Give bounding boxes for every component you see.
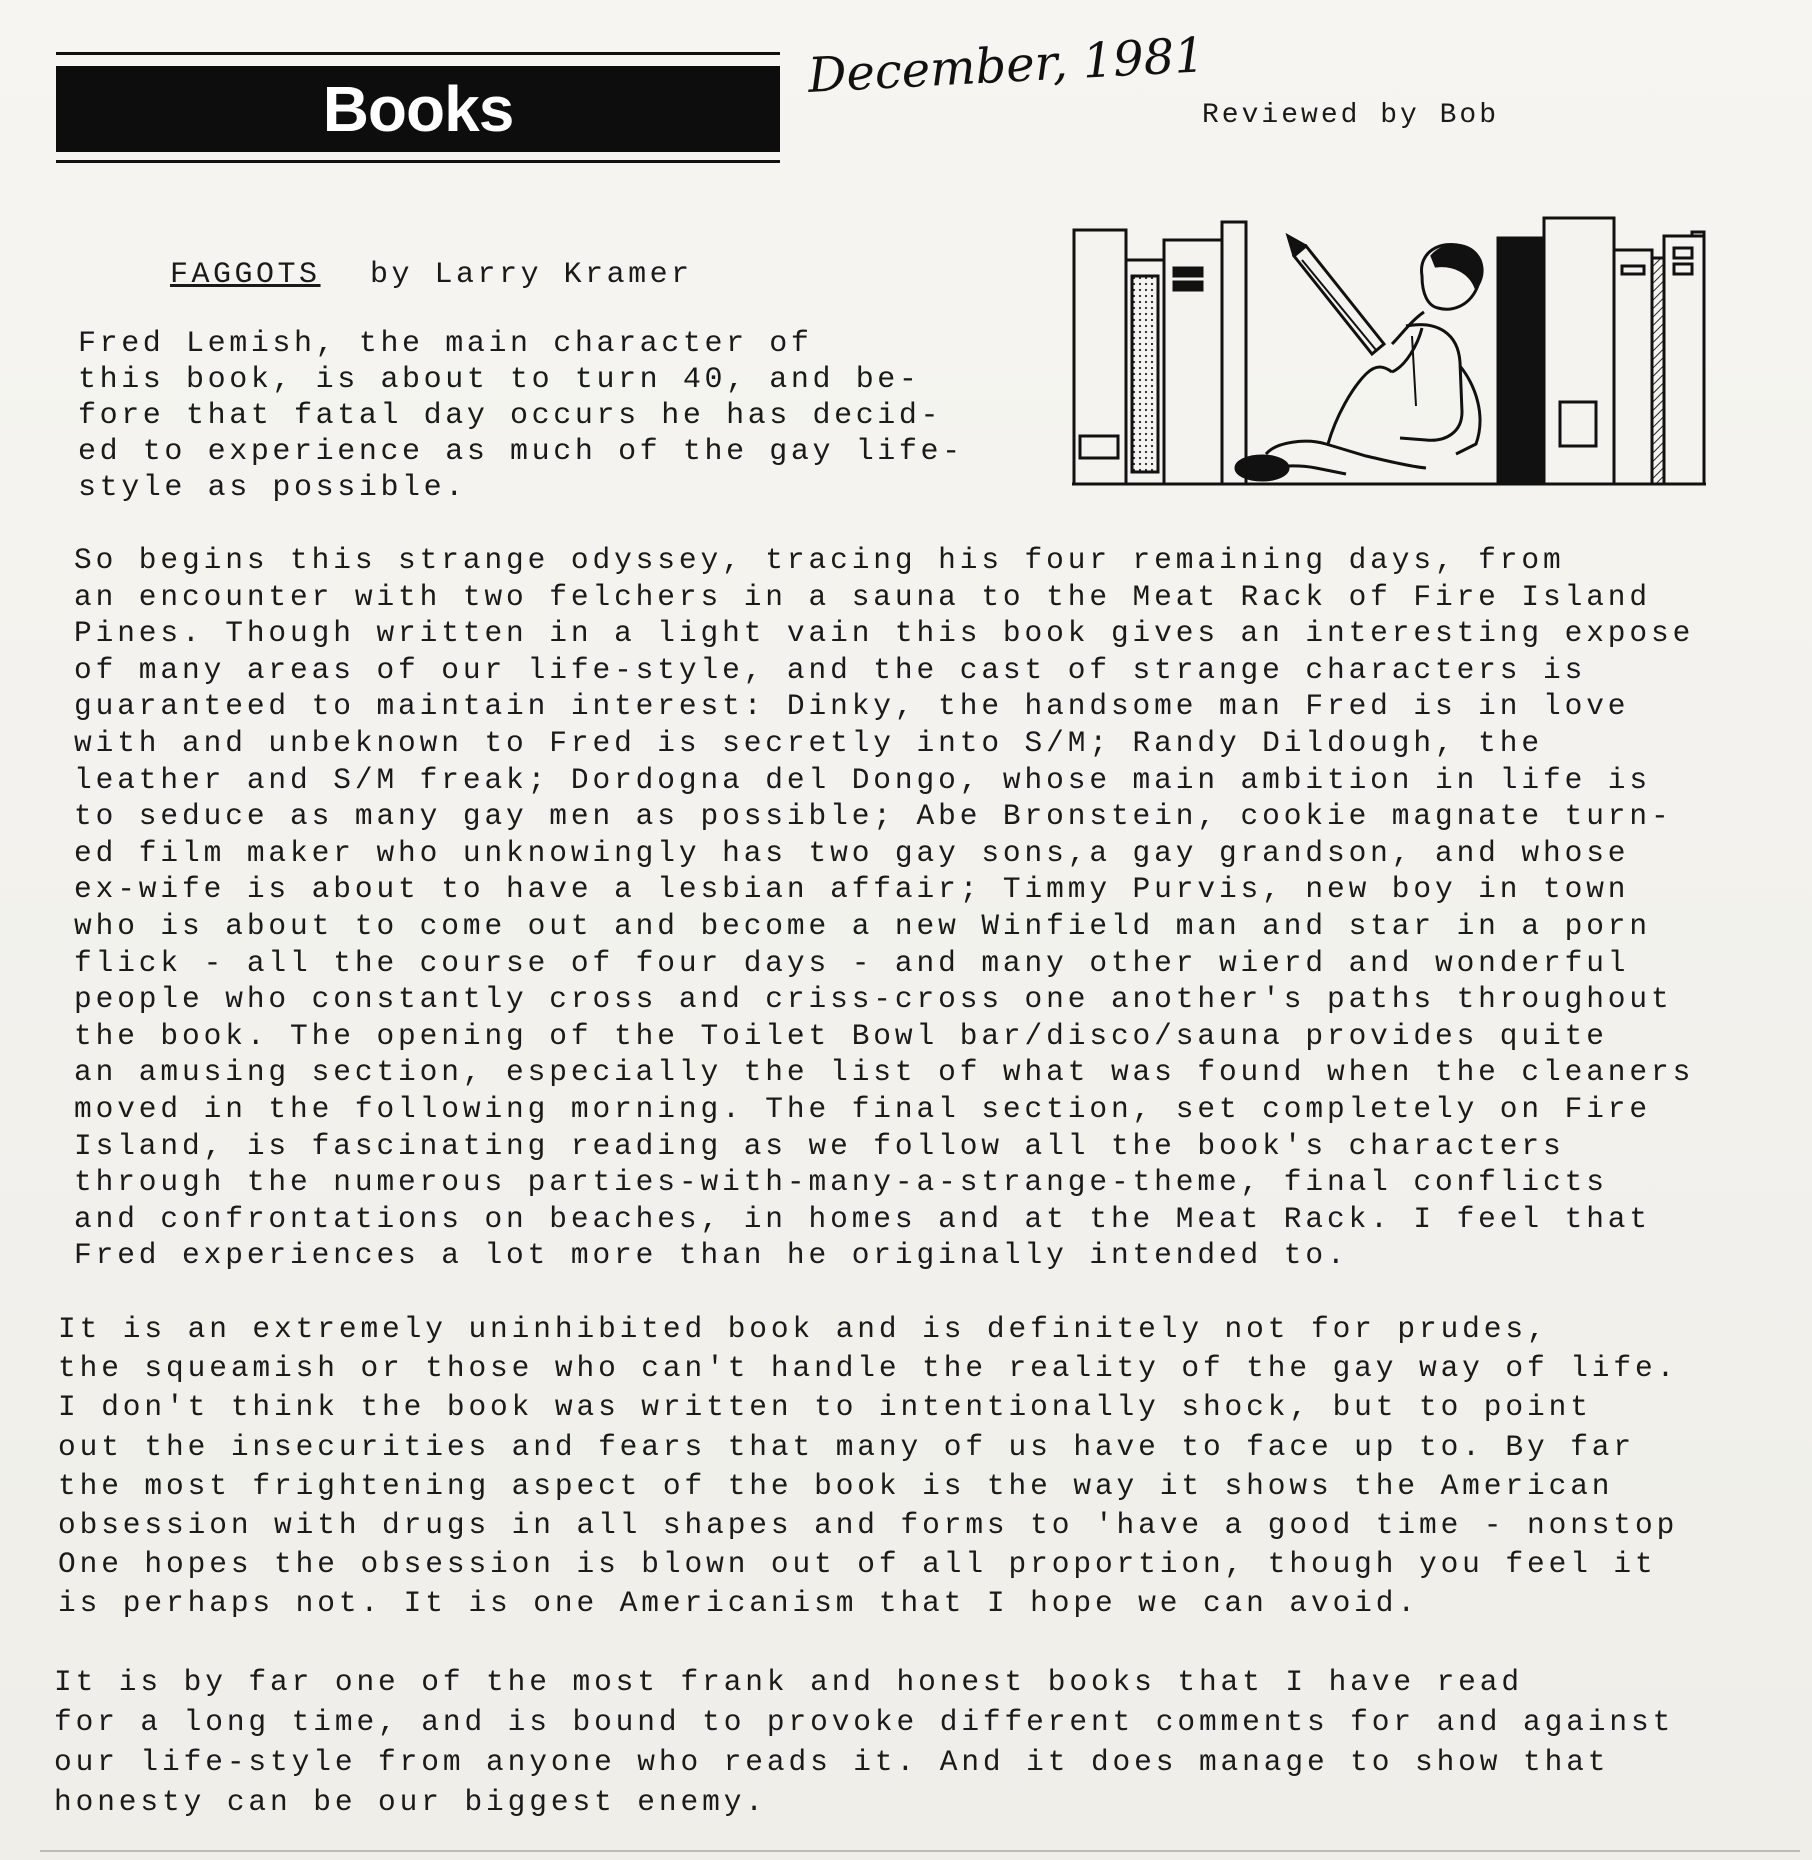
- section-banner: [56, 66, 780, 152]
- review-paragraph-1: So begins this strange odyssey, tracing his four remaining days, from an encounter with two felchers in a sauna to the Meat Rack of Fire Island Pines. Though written in a light vain this book gives an interesting expose of many areas of our life-style, and the cast of strange characters is guaranteed to maintain interest: Dinky, the handsome man Fred is in love with and unbeknown to Fred is secretly into S/M; Randy Dildough, the leather and S/M freak; Dordogna del Dongo, whose main ambition in life is to seduce as many gay men as possible; Abe Bronstein, cookie magnate turn- ed film maker who unknowingly has two gay sons,a gay grandson, and whose ex-wife is about to have a lesbian affair; Timmy Purvis, new boy in town who is about to come out and become a new Winfield man and star in a porn flick - all the course of four days - and many other wierd and wonderful people who constantly cross and criss-cross one another's paths throughout the book. The opening of the Toilet Bowl bar/disco/sauna provides quite an amusing section, especially the list of what was found when the cleaners moved in the following morning. The final section, set completely on Fire Island, is fascinating reading as we follow all the book's characters through the numerous parties-with-many-a-strange-theme, final conflicts and confrontations on beaches, in homes and at the Meat Rack. I feel that Fred experiences a lot more than he originally intended to.: [74, 543, 1695, 1273]
- book-title: FAGGOTS: [170, 258, 321, 292]
- bottom-divider: [40, 1850, 1800, 1852]
- section-title: Books: [322, 73, 514, 145]
- book-byline: by Larry Kramer: [370, 258, 693, 292]
- reviewer-credit: Reviewed by Bob: [1202, 100, 1500, 131]
- review-paragraph-3: It is by far one of the most frank and honest books that I have read for a long time, and is bound to provoke different comments for and against our life-style from anyone who reads it. And it does manage to show that honesty can be our biggest enemy.: [54, 1665, 1675, 1819]
- book-heading: [170, 258, 693, 292]
- header-rule-bottom: [56, 160, 780, 163]
- review-paragraph-2: It is an extremely uninhibited book and is definitely not for prudes, the squeamish or those who can't handle the reality of the gay way of life. I don't think the book was written to intentionally shock, but to point out the insecurities and fears that many of us have to face up to. By far the most frightening aspect of the book is the way it shows the American obsession with drugs in all shapes and forms to 'have a good time - nonstop One hopes the obsession is blown out of all proportion, though you feel it is perhaps not. It is one Americanism that I hope we can avoid.: [58, 1312, 1679, 1621]
- books-illustration-icon: [1066, 216, 1714, 492]
- intro-paragraph: Fred Lemish, the main character of this book, is about to turn 40, and be- fore that fatal day occurs he has decid- ed to experience as much of the gay life- style as possible.: [78, 327, 964, 505]
- header-rule-top: [56, 52, 780, 55]
- handwritten-date: December, 1981: [806, 27, 1207, 104]
